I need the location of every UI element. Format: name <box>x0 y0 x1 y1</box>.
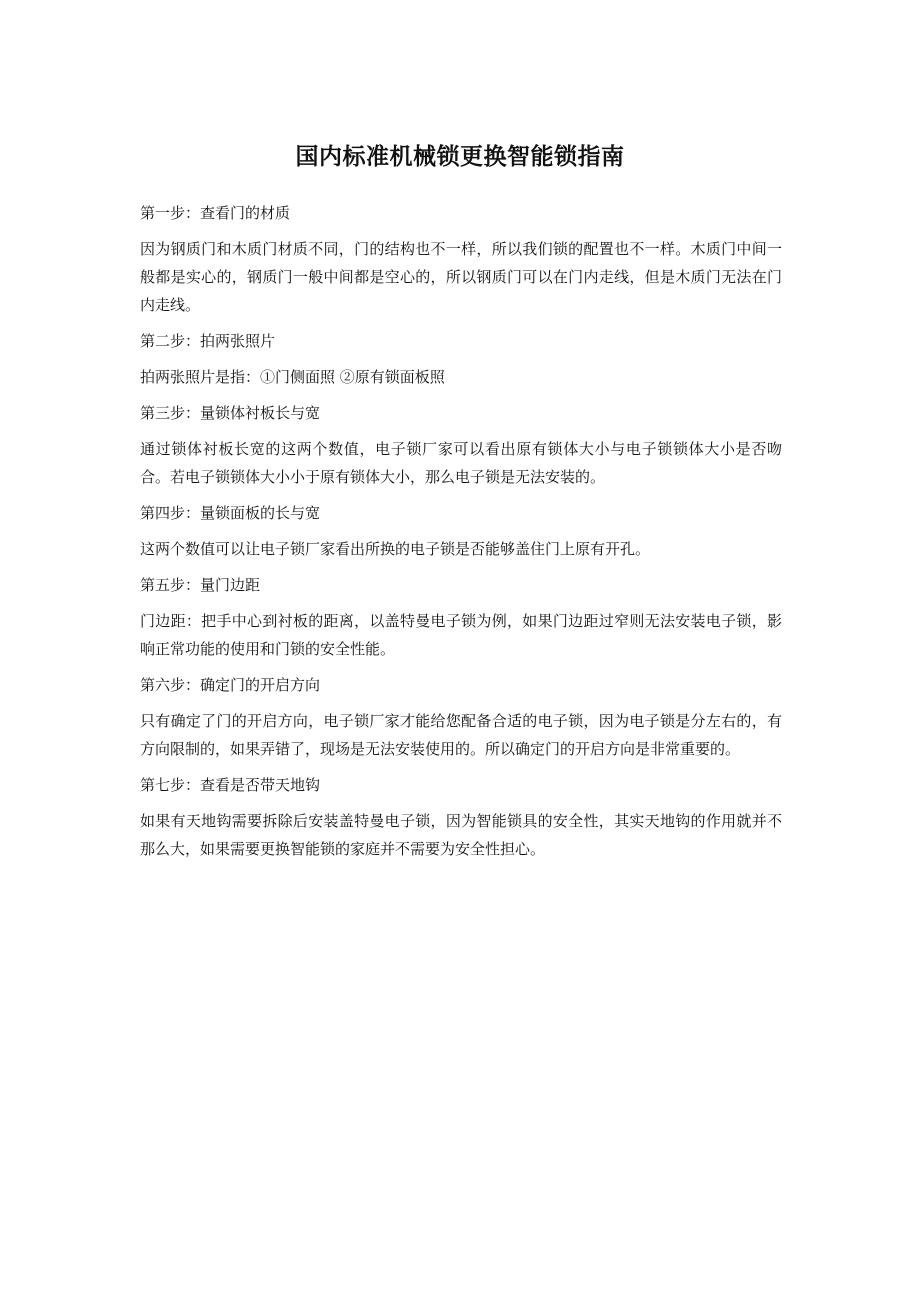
step-3-text: 通过锁体衬板长宽的这两个数值，电子锁厂家可以看出原有锁体大小与电子锁锁体大小是否吻合。若电子锁锁体大小小于原有锁体大小，那么电子锁是无法安装的。 <box>140 440 782 486</box>
step-5-heading: 第五步：量门边距 <box>140 576 261 594</box>
step-5-text: 门边距：把手中心到衬板的距离，以盖特曼电子锁为例，如果门边距过窄则无法安装电子锁，影响正常功能的使用和门锁的安全性能。 <box>140 612 782 658</box>
document-title: 国内标准机械锁更换智能锁指南 <box>295 144 625 170</box>
step-7-text: 如果有天地钩需要拆除后安装盖特曼电子锁，因为智能锁具的安全性，其实天地钩的作用就并不那么大，如果需要更换智能锁的家庭并不需要为安全性担心。 <box>140 812 782 858</box>
step-2-heading: 第二步：拍两张照片 <box>140 332 276 350</box>
step-3-heading: 第三步：量锁体衬板长与宽 <box>140 404 321 422</box>
step-2-text: 拍两张照片是指：①门侧面照 ②原有锁面板照 <box>140 368 445 386</box>
document-body <box>140 199 782 871</box>
step-6-text: 只有确定了门的开启方向，电子锁厂家才能给您配备合适的电子锁，因为电子锁是分左右的，有方向限制的，如果弄错了，现场是无法安装使用的。所以确定门的开启方向是非常重要的。 <box>140 712 782 758</box>
step-4-text: 这两个数值可以让电子锁厂家看出所换的电子锁是否能够盖住门上原有开孔。 <box>140 540 651 558</box>
step-7-heading: 第七步：查看是否带天地钩 <box>140 776 321 794</box>
step-1-text: 因为钢质门和木质门材质不同，门的结构也不一样，所以我们锁的配置也不一样。木质门中间一般都是实心的，钢质门一般中间都是空心的，所以钢质门可以在门内走线，但是木质门无法在门内走线。 <box>140 240 782 314</box>
step-1-heading: 第一步：查看门的材质 <box>140 204 291 222</box>
step-4-heading: 第四步：量锁面板的长与宽 <box>140 504 321 522</box>
step-6-heading: 第六步：确定门的开启方向 <box>140 676 321 694</box>
